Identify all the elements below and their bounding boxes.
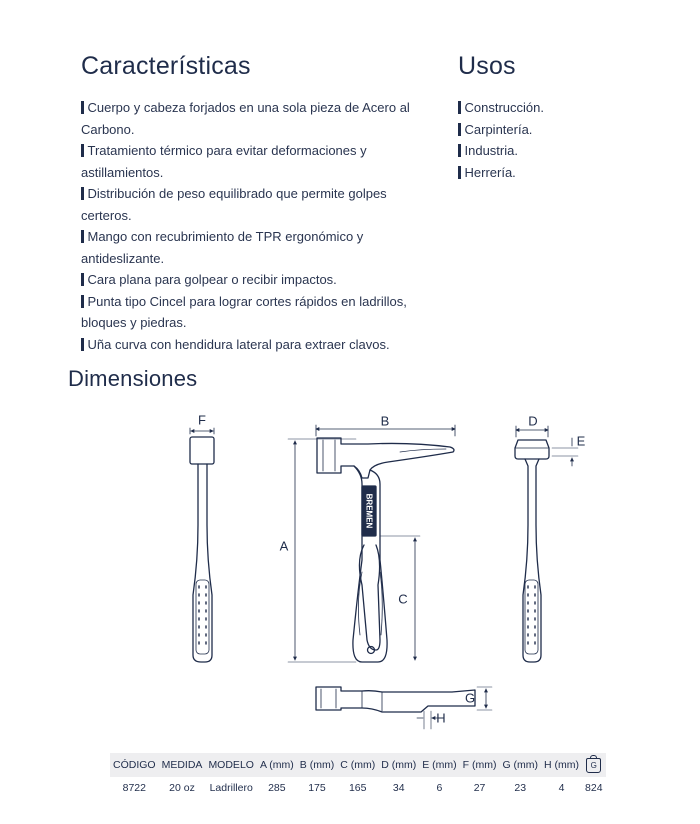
use-item: Industria. xyxy=(458,140,544,162)
col-header: H (mm) xyxy=(541,753,582,777)
cell: 20 oz xyxy=(169,782,195,794)
feature-item: Cuerpo y cabeza forjados en una sola pieza de Acero al Carbono. xyxy=(81,100,410,137)
dimension-label-h: H xyxy=(436,710,446,726)
feature-item: Mango con recubrimiento de TPR ergonómico y antideslizante. xyxy=(81,229,364,266)
col-header: G (mm) xyxy=(499,753,541,777)
dimension-label-c: C xyxy=(398,591,408,607)
dimension-label-g: G xyxy=(464,690,476,706)
table-header-row xyxy=(110,753,606,777)
col-header: D (mm) xyxy=(378,753,419,777)
cell: 4 xyxy=(558,782,565,794)
dimension-label-b: B xyxy=(380,413,390,429)
col-header: F (mm) xyxy=(460,753,500,777)
col-header: E (mm) xyxy=(419,753,459,777)
brand-label: BREMEN xyxy=(364,493,374,529)
table-row xyxy=(110,777,606,799)
col-header-weight xyxy=(582,753,606,777)
feature-item: Cara plana para golpear o recibir impactos. xyxy=(81,269,431,291)
col-header: MODELO xyxy=(205,753,257,777)
cell: 824 xyxy=(585,782,603,794)
dimension-label-e: E xyxy=(576,433,586,449)
col-header: B (mm) xyxy=(297,753,337,777)
feature-item: Punta tipo Cincel para lograr cortes rápidos en ladrillos, bloques y piedras. xyxy=(81,293,407,330)
cell: 8722 xyxy=(122,782,146,794)
dimension-label-f: F xyxy=(198,412,206,428)
cell: 27 xyxy=(473,782,486,794)
cell: Ladrillero xyxy=(209,782,253,794)
col-header: CÓDIGO xyxy=(110,753,159,777)
dimension-label-a: A xyxy=(279,538,289,554)
feature-item: Tratamiento térmico para evitar deformaciones y astillamientos. xyxy=(81,143,367,180)
feature-item: Distribución de peso equilibrado que permite golpes certeros. xyxy=(81,186,387,223)
use-item: Construcción. xyxy=(458,97,544,119)
cell: 175 xyxy=(308,782,326,794)
front-view xyxy=(288,425,455,662)
dimensions-title: Dimensiones xyxy=(68,366,198,391)
weight-icon: G xyxy=(586,758,601,773)
side-view-left xyxy=(190,428,214,662)
features-title: Características xyxy=(81,52,251,80)
uses-title: Usos xyxy=(458,52,516,80)
use-item: Carpintería. xyxy=(458,119,544,141)
cell: 285 xyxy=(268,782,286,794)
cell: 6 xyxy=(436,782,443,794)
spec-table xyxy=(110,753,606,799)
col-header: C (mm) xyxy=(337,753,378,777)
dimension-label-d: D xyxy=(528,413,538,429)
cell: 34 xyxy=(392,782,405,794)
cell: 23 xyxy=(514,782,527,794)
cell: 165 xyxy=(348,782,367,794)
use-item: Herrería. xyxy=(458,162,544,184)
side-view-right xyxy=(515,426,578,662)
col-header: MEDIDA xyxy=(159,753,206,777)
feature-item: Uña curva con hendidura lateral para extraer clavos. xyxy=(81,334,431,356)
col-header: A (mm) xyxy=(257,753,297,777)
